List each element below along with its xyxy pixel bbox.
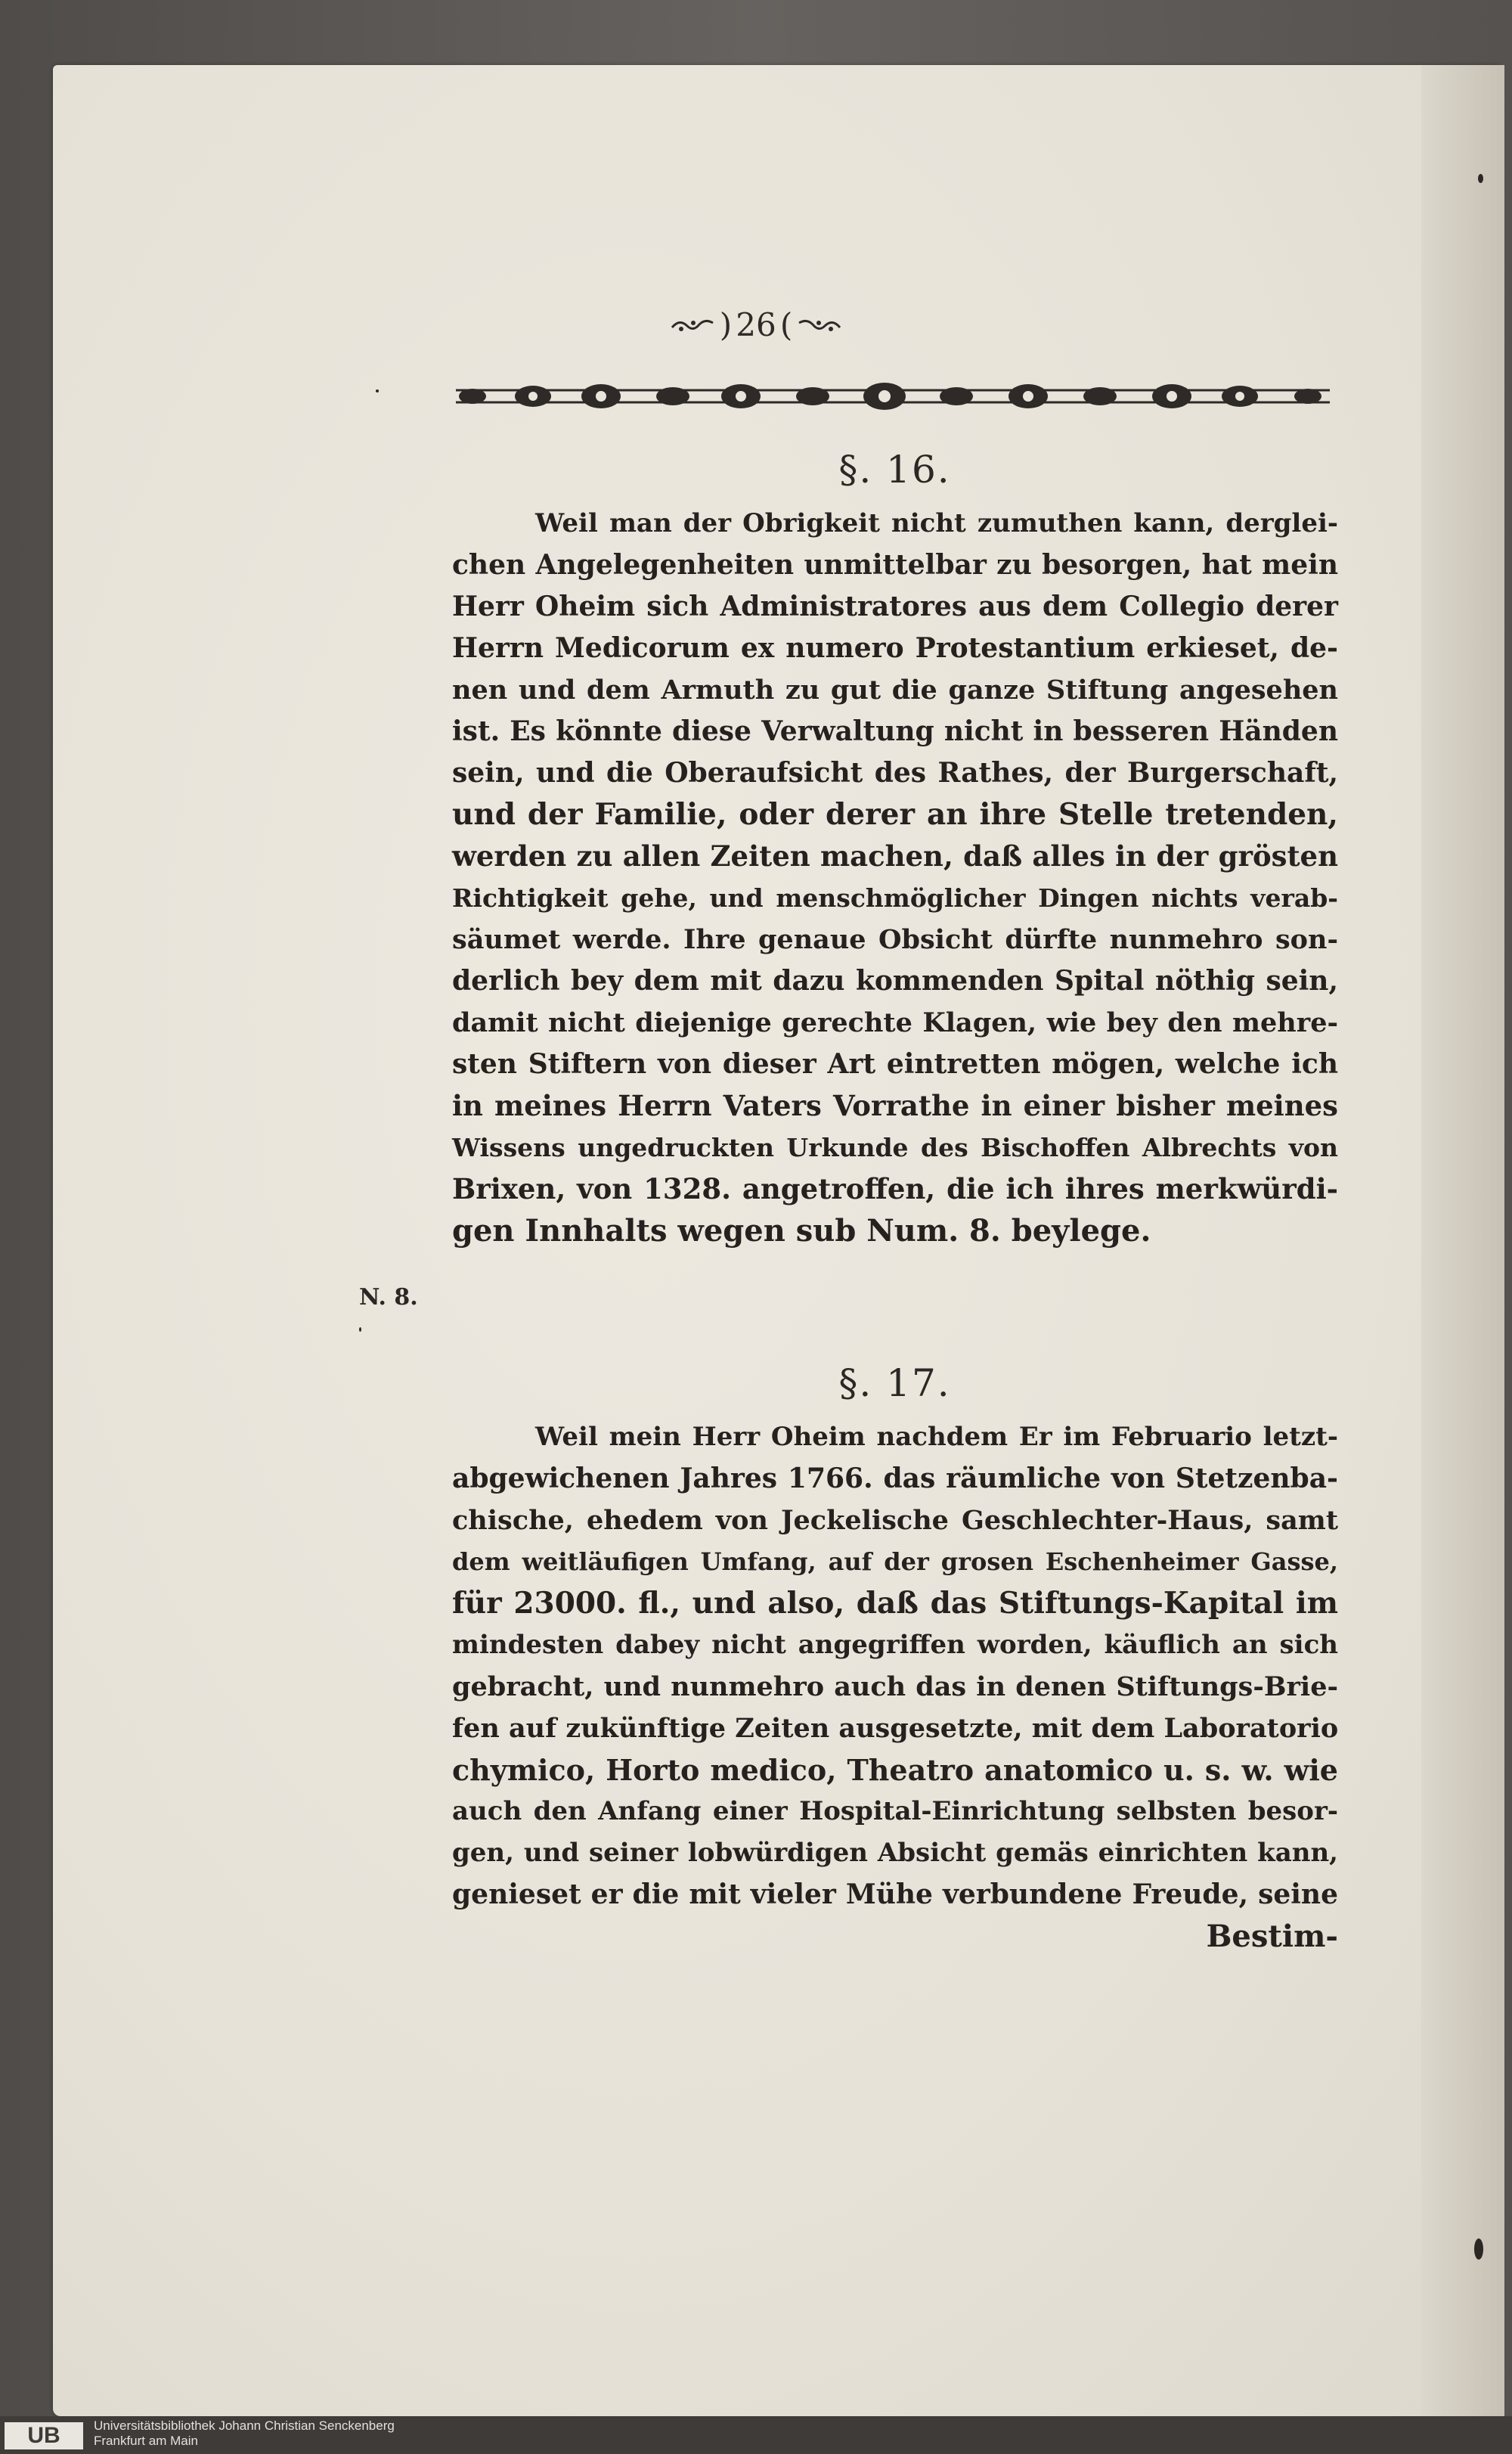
text-line: Brixen, von 1328. angetroffen, die ich ihres merkwürdi- bbox=[452, 1172, 1338, 1205]
catchword: Bestim- bbox=[1206, 1919, 1338, 1954]
text-line: gebracht, und nunmehro auch das in denen Stiftungs-Brie- bbox=[452, 1671, 1338, 1702]
text-line: auch den Anfang einer Hospital-Einrichtung selbsten besor- bbox=[452, 1796, 1338, 1826]
footer-line-1: Universitätsbibliothek Johann Christian Senckenberg bbox=[94, 2418, 395, 2433]
page-number-bracket-left: ) bbox=[719, 306, 733, 343]
section-17-body bbox=[452, 1416, 1338, 1957]
footer-line-2: Frankfurt am Main bbox=[94, 2434, 198, 2448]
text-line: Weil man der Obrigkeit nicht zumuthen kann, derglei- bbox=[535, 508, 1338, 538]
text-line: Herr Oheim sich Administratores aus dem Collegio derer bbox=[452, 591, 1338, 622]
text-line: chische, ehedem von Jeckelische Geschlechter-Haus, samt bbox=[452, 1505, 1338, 1536]
text-line: ist. Es könnte diese Verwaltung nicht in besseren Händen bbox=[452, 715, 1338, 747]
text-line: in meines Herrn Vaters Vorrathe in einer bisher meines bbox=[452, 1089, 1338, 1122]
text-line: Weil mein Herr Oheim nachdem Er im Februario letzt- bbox=[535, 1422, 1338, 1452]
page-number: 26 bbox=[736, 306, 776, 343]
section-heading-17: §. 17. bbox=[838, 1361, 951, 1405]
page-gutter bbox=[1421, 65, 1504, 2416]
paper-speck bbox=[376, 389, 379, 392]
text-line: damit nicht diejenige gerechte Klagen, wie bey den mehre- bbox=[452, 1007, 1338, 1038]
text-line: chymico, Horto medico, Theatro anatomico u. s. w. wie bbox=[452, 1753, 1338, 1787]
text-line: säumet werde. Ihre genaue Obsicht dürfte nunmehro son- bbox=[452, 924, 1338, 955]
paper-speck bbox=[359, 1327, 361, 1332]
right-flourish-icon bbox=[796, 315, 841, 335]
text-line: Richtigkeit gehe, und menschmöglicher Dingen nichts verab- bbox=[452, 883, 1338, 913]
text-line: nen und dem Armuth zu gut die ganze Stiftung angesehen bbox=[452, 675, 1338, 706]
page-number-bracket-right: ( bbox=[779, 306, 793, 343]
text-line: sten Stiftern von dieser Art eintretten mögen, welche ich bbox=[452, 1048, 1338, 1080]
text-line: dem weitläufigen Umfang, auf der grosen Eschenheimer Gasse, bbox=[452, 1547, 1338, 1576]
text-line: derlich bey dem mit dazu kommenden Spital nöthig sein, bbox=[452, 965, 1338, 997]
text-line: abgewichenen Jahres 1766. das räumliche von Stetzenba- bbox=[452, 1463, 1338, 1494]
ub-logo: UB bbox=[5, 2422, 83, 2449]
text-line: für 23000. fl., und also, daß das Stiftungs-Kapital im bbox=[452, 1586, 1338, 1621]
text-line: und der Familie, oder derer an ihre Stelle tretenden, bbox=[452, 797, 1338, 832]
text-line: chen Angelegenheiten unmittelbar zu besorgen, hat mein bbox=[452, 549, 1338, 581]
text-line: Wissens ungedruckten Urkunde des Bischoffen Albrechts von bbox=[452, 1133, 1338, 1162]
paper-speck bbox=[1474, 2238, 1483, 2260]
section-heading-16: §. 16. bbox=[838, 448, 951, 492]
page-header bbox=[454, 306, 1058, 367]
text-line: werden zu allen Zeiten machen, daß alles in der grösten bbox=[452, 839, 1338, 873]
footer-text bbox=[94, 2418, 395, 2449]
text-line: mindesten dabey nicht angegriffen worden, käuflich an sich bbox=[452, 1630, 1338, 1660]
paper-speck bbox=[1478, 174, 1483, 183]
text-line: gen, und seiner lobwürdigen Absicht gemäs einrichten kann, bbox=[452, 1838, 1338, 1868]
margin-note: N. 8. bbox=[359, 1284, 418, 1311]
ornamental-border-icon bbox=[450, 369, 1336, 423]
text-line: sein, und die Oberaufsicht des Rathes, der Burgerschaft, bbox=[452, 757, 1338, 789]
text-line: fen auf zukünftige Zeiten ausgesetzte, mit dem Laboratorio bbox=[452, 1713, 1339, 1744]
section-16-body bbox=[452, 503, 1338, 1252]
text-line: Herrn Medicorum ex numero Protestantium erkieset, de- bbox=[452, 632, 1338, 664]
text-line: genieset er die mit vieler Mühe verbundene Freude, seine bbox=[452, 1879, 1338, 1910]
text-line: gen Innhalts wegen sub Num. 8. beylege. bbox=[452, 1213, 1151, 1249]
left-flourish-icon bbox=[671, 315, 716, 335]
